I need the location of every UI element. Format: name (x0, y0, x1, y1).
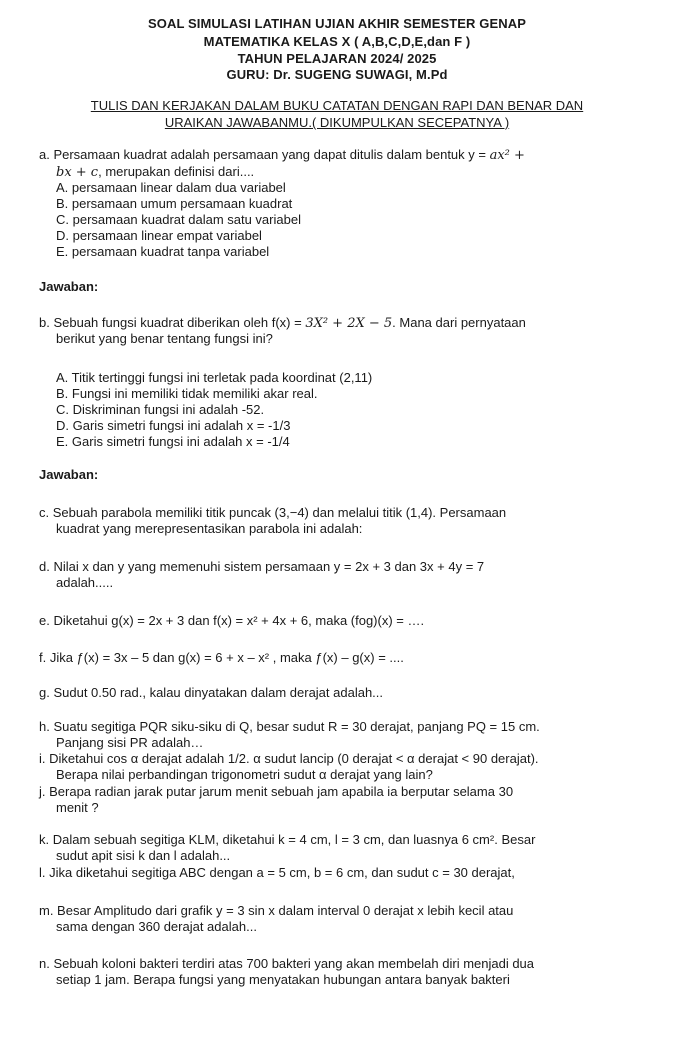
question-k-line-2: sudut apit sisi k dan l adalah... (56, 848, 231, 863)
question-d-line-1: d. Nilai x dan y yang memenuhi sistem persamaan y = 2x + 3 dan 3x + 4y = 7 (39, 559, 485, 574)
question-i-line-1: i. Diketahui cos α derajat adalah 1/2. α sudut lancip (0 derajat < α derajat < 90 derajat). (39, 751, 539, 766)
question-a-formula: ax² + (489, 148, 525, 163)
question-a-line-1 (39, 147, 525, 163)
question-c-line-1: c. Sebuah parabola memiliki titik puncak (3,−4) dan melalui titik (1,4). Persamaan (39, 505, 507, 520)
question-l-line-1: l. Jika diketahui segitiga ABC dengan a = 5 cm, b = 6 cm, dan sudut c = 30 derajat, (39, 865, 515, 880)
question-i-line-2: Berapa nilai perbandingan trigonometri sudut α derajat yang lain? (56, 767, 433, 782)
question-m-line-2: sama dengan 360 derajat adalah... (56, 919, 257, 934)
question-b-option-b: B. Fungsi ini memiliki tidak memiliki akar real. (56, 386, 318, 401)
instruction-line-2: URAIKAN JAWABANMU.( DIKUMPULKAN SECEPATNYA ) (164, 115, 510, 130)
question-f-line-1: f. Jika ƒ(x) = 3x – 5 dan g(x) = 6 + x – x² , maka ƒ(x) – g(x) = .... (39, 650, 404, 665)
question-m-line-1: m. Besar Amplitudo dari grafik y = 3 sin x dalam interval 0 derajat x lebih kecil atau (39, 903, 514, 918)
question-b-formula: 3X² + 2X − 5 (305, 316, 393, 331)
question-j-line-1: j. Berapa radian jarak putar jarum menit sebuah jam apabila ia berputar selama 30 (39, 784, 514, 799)
question-k-line-1: k. Dalam sebuah segitiga KLM, diketahui k = 4 cm, l = 3 cm, dan luasnya 6 cm². Besar (39, 832, 536, 847)
question-n-line-2: setiap 1 jam. Berapa fungsi yang menyatakan hubungan antara banyak bakteri (56, 972, 510, 987)
question-b-option-d: D. Garis simetri fungsi ini adalah x = -1/3 (56, 418, 291, 433)
question-h-line-2: Panjang sisi PR adalah… (56, 735, 204, 750)
question-a-line-2 (56, 164, 254, 180)
question-b-line-1 (39, 315, 526, 331)
question-a-text: a. Persamaan kuadrat adalah persamaan yang dapat ditulis dalam bentuk y = (39, 147, 490, 162)
question-a-text-cont: , merupakan definisi dari.... (98, 164, 255, 179)
question-g-line-1: g. Sudut 0.50 rad., kalau dinyatakan dalam derajat adalah... (39, 685, 384, 700)
header-teacher: GURU: Dr. SUGENG SUWAGI, M.Pd (226, 67, 448, 82)
question-a-formula-cont: bx + c (56, 165, 99, 180)
question-b-line-2: berikut yang benar tentang fungsi ini? (56, 331, 273, 346)
question-e-line-1: e. Diketahui g(x) = 2x + 3 dan f(x) = x² + 4x + 6, maka (fog)(x) = …. (39, 613, 425, 628)
question-a-option-b: B. persamaan umum persamaan kuadrat (56, 196, 293, 211)
question-a-option-c: C. persamaan kuadrat dalam satu variabel (56, 212, 301, 227)
question-j-line-2: menit ? (56, 800, 99, 815)
question-b-option-e: E. Garis simetri fungsi ini adalah x = -1/4 (56, 434, 290, 449)
question-n-line-1: n. Sebuah koloni bakteri terdiri atas 700 bakteri yang akan membelah diri menjadi dua (39, 956, 535, 971)
question-d-line-2: adalah..... (56, 575, 114, 590)
question-a-option-a: A. persamaan linear dalam dua variabel (56, 180, 286, 195)
answer-label-2: Jawaban: (39, 467, 99, 482)
question-b-text: b. Sebuah fungsi kuadrat diberikan oleh f(x) = (39, 315, 306, 330)
header-subject: MATEMATIKA KELAS X ( A,B,C,D,E,dan F ) (203, 34, 471, 49)
question-c-line-2: kuadrat yang merepresentasikan parabola ini adalah: (56, 521, 363, 536)
instruction-line-1: TULIS DAN KERJAKAN DALAM BUKU CATATAN DENGAN RAPI DAN BENAR DAN (90, 98, 584, 113)
answer-label-1: Jawaban: (39, 279, 99, 294)
header-year: TAHUN PELAJARAN 2024/ 2025 (237, 51, 437, 66)
question-b-text-tail: . Mana dari pernyataan (392, 315, 526, 330)
question-a-option-d: D. persamaan linear empat variabel (56, 228, 262, 243)
header-title: SOAL SIMULASI LATIHAN UJIAN AKHIR SEMESTER GENAP (148, 16, 526, 31)
question-h-line-1: h. Suatu segitiga PQR siku-siku di Q, besar sudut R = 30 derajat, panjang PQ = 15 cm. (39, 719, 540, 734)
question-a-option-e: E. persamaan kuadrat tanpa variabel (56, 244, 270, 259)
question-b-option-c: C. Diskriminan fungsi ini adalah -52. (56, 402, 265, 417)
question-b-option-a: A. Titik tertinggi fungsi ini terletak pada koordinat (2,11) (56, 370, 373, 385)
